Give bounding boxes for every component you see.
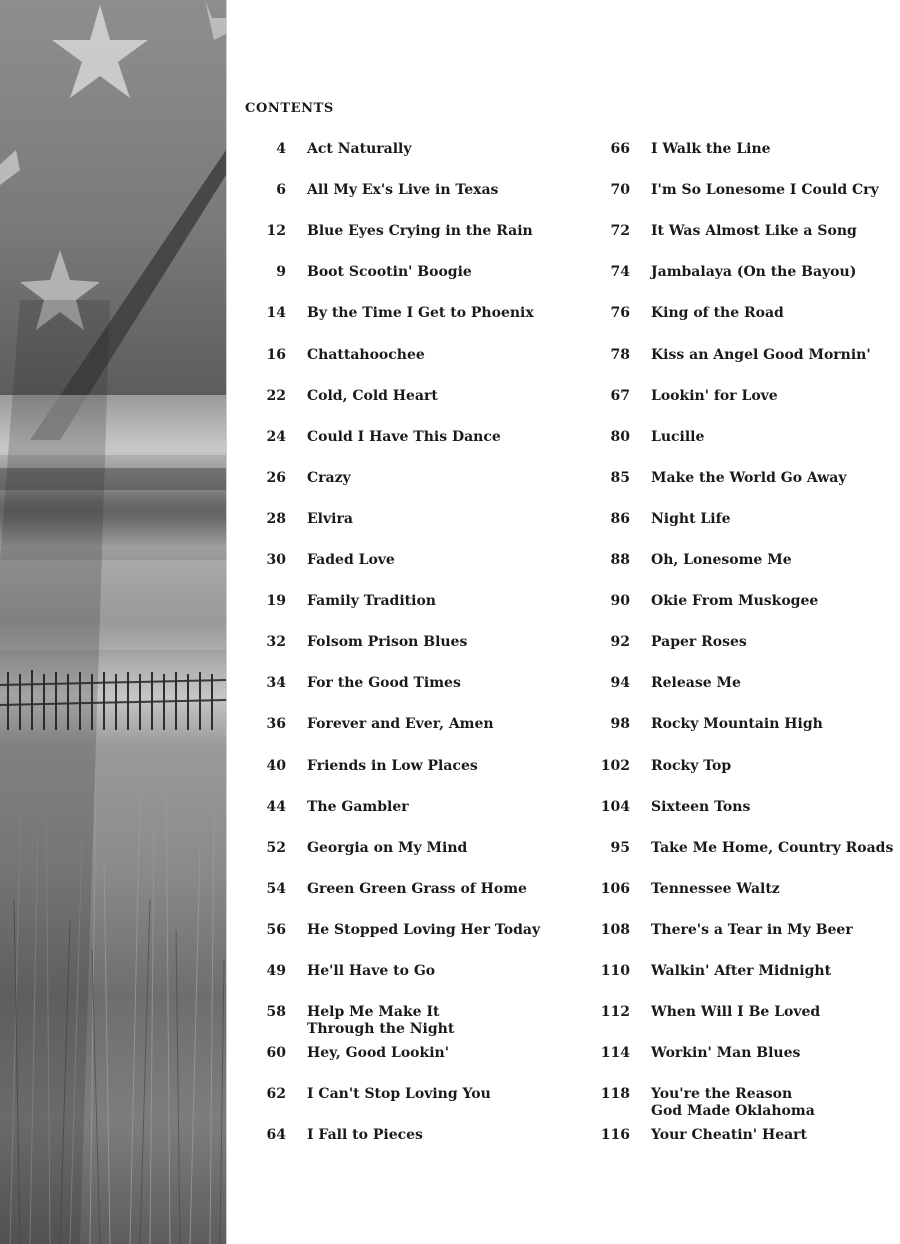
toc-song-title: Release Me [651, 675, 741, 692]
toc-page-number: 92 [610, 634, 630, 651]
toc-song-title: He Stopped Loving Her Today [307, 921, 541, 938]
toc-song-title: Elvira [307, 510, 353, 527]
toc-page-number: 67 [610, 387, 630, 404]
toc-page-number: 74 [610, 264, 630, 281]
toc-song-title: Make the World Go Away [651, 469, 847, 486]
toc-page-number: 19 [266, 593, 286, 610]
toc-song-title: Folsom Prison Blues [307, 634, 468, 651]
toc-song-title: Walkin' After Midnight [651, 963, 832, 979]
toc-page-number: 72 [610, 223, 630, 240]
toc-song-title: Rocky Top [651, 757, 732, 774]
toc-page-number: 16 [266, 346, 286, 363]
toc-page-number: 28 [266, 510, 286, 527]
toc-song-title: Faded Love [307, 552, 395, 568]
toc-song-title: For the Good Times [307, 675, 461, 692]
toc-page-number: 78 [610, 346, 630, 363]
toc-song-title: All My Ex's Live in Texas [307, 182, 499, 199]
toc-page-number: 34 [266, 675, 286, 692]
toc-page-number: 85 [610, 469, 630, 486]
toc-page-number: 98 [610, 716, 630, 733]
toc-page-number: 30 [266, 552, 286, 568]
toc-song-title: Friends in Low Places [307, 757, 478, 774]
toc-song-title: Crazy [307, 469, 351, 486]
toc-song-title: I Walk the Line [651, 141, 771, 157]
toc-page-number: 108 [600, 921, 630, 938]
toc-song-title: I Can't Stop Loving You [307, 1086, 491, 1103]
toc-song-title: Lookin' for Love [651, 387, 778, 404]
toc-page-number: 60 [266, 1045, 286, 1062]
toc-song-title: He'll Have to Go [307, 963, 436, 979]
toc-page-number: 24 [266, 428, 286, 445]
toc-page-number: 94 [610, 675, 630, 692]
toc-page-number: 95 [610, 839, 630, 856]
toc-page-number: 26 [266, 469, 286, 486]
toc-page-number: 14 [266, 305, 286, 322]
toc-song-title: Take Me Home, Country Roads [651, 839, 894, 856]
toc-song-title: Lucille [651, 428, 705, 445]
toc-song-title: Family Tradition [307, 593, 436, 610]
toc-song-title: Blue Eyes Crying in the Rain [307, 223, 533, 240]
toc-song-title: Jambalaya (On the Bayou) [651, 264, 857, 281]
page-edge [226, 0, 227, 1244]
toc-song-title: Night Life [651, 510, 731, 527]
toc-page-number: 88 [610, 552, 630, 568]
toc-song-title: Green Green Grass of Home [307, 880, 527, 897]
toc-page-number: 114 [600, 1045, 630, 1062]
toc-page-number: 76 [610, 305, 630, 322]
toc-page-number: 64 [266, 1127, 286, 1144]
toc-song-title: Kiss an Angel Good Mornin' [651, 346, 871, 363]
toc-page-number: 56 [266, 921, 286, 938]
toc-song-title: Georgia on My Mind [307, 839, 468, 856]
toc-song-title: Sixteen Tons [651, 798, 751, 815]
page-title: CONTENTS [245, 101, 334, 116]
toc-page-number: 49 [266, 963, 286, 979]
toc-page-number: 90 [610, 593, 630, 610]
toc-page-number: 66 [610, 141, 630, 157]
toc-page-number: 12 [266, 223, 286, 240]
toc-page-number: 54 [266, 880, 286, 897]
toc-song-title: Oh, Lonesome Me [651, 552, 792, 568]
toc-song-title: Act Naturally [307, 141, 412, 157]
toc-song-title: There's a Tear in My Beer [651, 921, 853, 938]
toc-song-title: Help Me Make It Through the Night [307, 1004, 455, 1038]
toc-song-title: By the Time I Get to Phoenix [307, 305, 534, 322]
toc-page-number: 104 [600, 798, 630, 815]
toc-song-title: You're the Reason God Made Oklahoma [651, 1086, 815, 1120]
toc-song-title: Hey, Good Lookin' [307, 1045, 449, 1062]
toc-song-title: Okie From Muskogee [651, 593, 819, 610]
toc-page-number: 80 [610, 428, 630, 445]
toc-song-title: King of the Road [651, 305, 784, 322]
toc-page-number: 52 [266, 839, 286, 856]
toc-page-number: 110 [600, 963, 630, 979]
toc-song-title: The Gambler [307, 798, 409, 815]
toc-song-title: Rocky Mountain High [651, 716, 823, 733]
toc-song-title: Boot Scootin' Boogie [307, 264, 472, 281]
toc-page-number: 22 [266, 387, 286, 404]
toc-page-number: 4 [276, 141, 286, 157]
toc-page-number: 116 [600, 1127, 630, 1144]
toc-song-title: Forever and Ever, Amen [307, 716, 494, 733]
toc-page-number: 40 [266, 757, 286, 774]
toc-page-number: 62 [266, 1086, 286, 1103]
toc-page-number: 36 [266, 716, 286, 733]
toc-page-number: 58 [266, 1004, 286, 1021]
toc-page-number: 86 [610, 510, 630, 527]
toc-song-title: Could I Have This Dance [307, 428, 501, 445]
toc-song-title: Tennessee Waltz [651, 880, 780, 897]
toc-song-title: Cold, Cold Heart [307, 387, 438, 404]
toc-page-number: 118 [600, 1086, 630, 1103]
flag-and-field-photo [0, 0, 226, 1244]
toc-song-title: Chattahoochee [307, 346, 425, 363]
toc-song-title: Workin' Man Blues [651, 1045, 801, 1062]
toc-page-number: 102 [600, 757, 630, 774]
toc-page-number: 6 [276, 182, 286, 199]
toc-song-title: Your Cheatin' Heart [651, 1127, 808, 1144]
toc-page-number: 32 [266, 634, 286, 651]
toc-song-title: I Fall to Pieces [307, 1127, 423, 1144]
toc-song-title: I'm So Lonesome I Could Cry [651, 182, 879, 199]
toc-page-number: 70 [610, 182, 630, 199]
toc-song-title: When Will I Be Loved [651, 1004, 821, 1021]
toc-page-number: 106 [600, 880, 630, 897]
toc-song-title: It Was Almost Like a Song [651, 223, 857, 240]
toc-page-number: 9 [276, 264, 286, 281]
toc-page-number: 112 [600, 1004, 630, 1021]
flag-and-field-photo-icon [0, 0, 226, 1244]
toc-page-number: 44 [266, 798, 286, 815]
toc-song-title: Paper Roses [651, 634, 747, 651]
